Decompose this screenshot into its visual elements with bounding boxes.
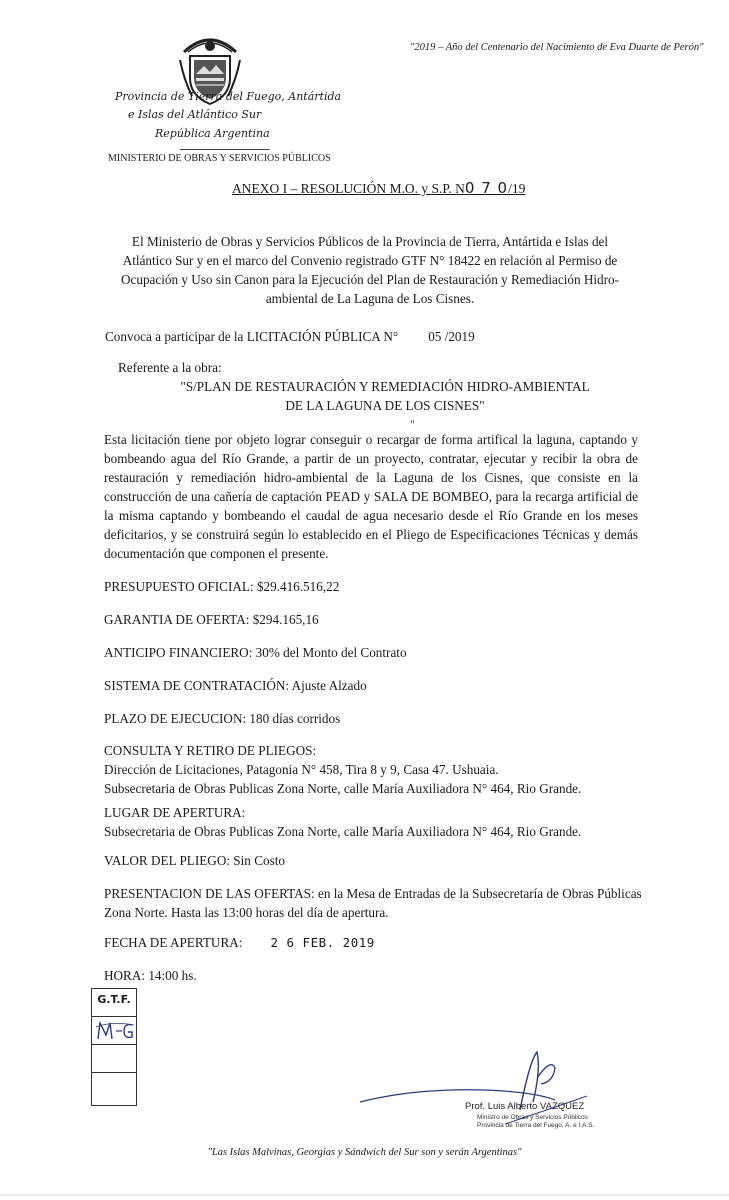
work-reference-label: Referente a la obra: — [118, 360, 222, 375]
work-title — [170, 377, 600, 415]
document-price: VALOR DEL PLIEGO: Sin Costo — [104, 853, 285, 868]
annex-number: 0 7 0 — [464, 179, 509, 197]
purpose-paragraph: Esta licitación tiene por objeto lograr conseguir o recargar de forma artifical la laguna, captando y bombeando agua del Río Grande, a partir de un proyecto, contratar, ejecutar y recibir la obra de restauración y remediación hidro-ambiental de la Laguna de los Cisnes, que consiste en la construcción de una cañería de captación PEAD y SALA DE BOMBEO, para la recarga artificial de la misma captando y bombeando el caudal de agua necesario desde el Río Grande en los meses deficitarios, y se construirá según lo establecido en el Pliego de Especificaciones Técnicas y demás documentación que componen el presente. — [104, 432, 638, 561]
tender-number: 05 /2019 — [428, 329, 475, 344]
ministry-divider — [180, 149, 270, 150]
consultation-section — [104, 741, 644, 798]
gtf-stamp-row-4 — [92, 1073, 136, 1101]
work-title-line1: "S/PLAN DE RESTAURACIÓN Y REMEDIACIÓN HIDRO-AMBIENTAL — [180, 379, 590, 394]
signatory-title-1: Ministro de Obras y Servicios Públicos — [477, 1114, 588, 1121]
ministry-name: MINISTERIO DE OBRAS Y SERVICIOS PÚBLICOS — [108, 153, 331, 164]
tender-call — [105, 329, 475, 345]
opening-date-stamp: 2 6 FEB. 2019 — [270, 935, 375, 950]
annex-year: /19 — [508, 181, 526, 196]
signatory-title-2: Provincia de Tierra del Fuego, A. e I.A.S. — [477, 1122, 595, 1129]
opening-place-title: LUGAR DE APERTURA: — [104, 805, 246, 820]
financial-advance: ANTICIPO FINANCIERO: 30% del Monto del Contrato — [104, 645, 407, 660]
opening-place-section — [104, 803, 644, 841]
consultation-address-2: Subsecretaria de Obras Publicas Zona Norte, calle María Auxiliadora N° 464, Rio Grande. — [104, 781, 582, 796]
contracting-system: SISTEMA DE CONTRATACIÓN: Ajuste Alzado — [104, 678, 367, 693]
opening-date-label: FECHA DE APERTURA: — [104, 935, 243, 950]
official-budget: PRESUPUESTO OFICIAL: $29.416.516,22 — [104, 579, 340, 594]
gtf-stamp-row-3 — [92, 1045, 136, 1073]
execution-term: PLAZO DE EJECUCION: 180 días corridos — [104, 711, 341, 726]
scan-edge — [0, 1194, 729, 1196]
opening-time: HORA: 14:00 hs. — [104, 968, 197, 983]
intro-paragraph: El Ministerio de Obras y Servicios Públicos de la Provincia de Tierra, Antártida e Islas del Atlántico Sur y en el marco del Convenio registrado GTF N° 18422 en relación al Permiso de Ocupación y Uso sin Canon para la Ejecución del Plan de Restauración y Remediación Hidro-ambiental de La Laguna de Los Cisnes. — [120, 234, 620, 306]
consultation-title: CONSULTA Y RETIRO DE PLIEGOS: — [104, 743, 317, 758]
province-name-line3: República Argentina — [155, 127, 270, 140]
year-motto: "2019 – Año del Centenario del Nacimiento de Eva Duarte de Perón" — [410, 42, 704, 53]
consultation-address-1: Dirección de Licitaciones, Patagonia N° 458, Tira 8 y 9, Casa 47. Ushuaia. — [104, 762, 499, 777]
gtf-stamp-box — [91, 988, 137, 1106]
opening-place-address: Subsecretaria de Obras Publicas Zona Norte, calle María Auxiliadora N° 464, Rio Grande. — [104, 824, 582, 839]
annex-title — [232, 179, 525, 197]
province-name-line1: Provincia de Tierra del Fuego, Antártida — [115, 90, 342, 103]
footer-motto: "Las Islas Malvinas, Georgias y Sándwich del Sur son y serán Argentinas" — [207, 1147, 522, 1158]
bid-guarantee: GARANTIA DE OFERTA: $294.165,16 — [104, 612, 319, 627]
bid-submission: PRESENTACION DE LAS OFERTAS: en la Mesa de Entradas de la Subsecretaría de Obras Públicas Zona Norte. Hasta las 13:00 horas del día de apertura. — [104, 886, 642, 920]
stray-quote-mark: " — [410, 417, 415, 431]
work-title-line2: DE LA LAGUNA DE LOS CISNES" — [285, 398, 485, 413]
tender-call-label: Convoca a participar de la LICITACIÓN PÚBLICA N° — [105, 329, 399, 344]
province-name-line2: e Islas del Atlántico Sur — [128, 108, 262, 121]
opening-date — [104, 933, 644, 952]
gtf-initials-handwriting — [92, 1017, 136, 1045]
signatory-name: Prof. Luis Alberto VAZQUEZ — [465, 1101, 585, 1112]
annex-title-text: ANEXO I – RESOLUCIÓN M.O. y S.P. N — [232, 181, 465, 196]
gtf-stamp-label: G.T.F. — [92, 989, 136, 1017]
gtf-stamp-initials-row — [92, 1017, 136, 1045]
